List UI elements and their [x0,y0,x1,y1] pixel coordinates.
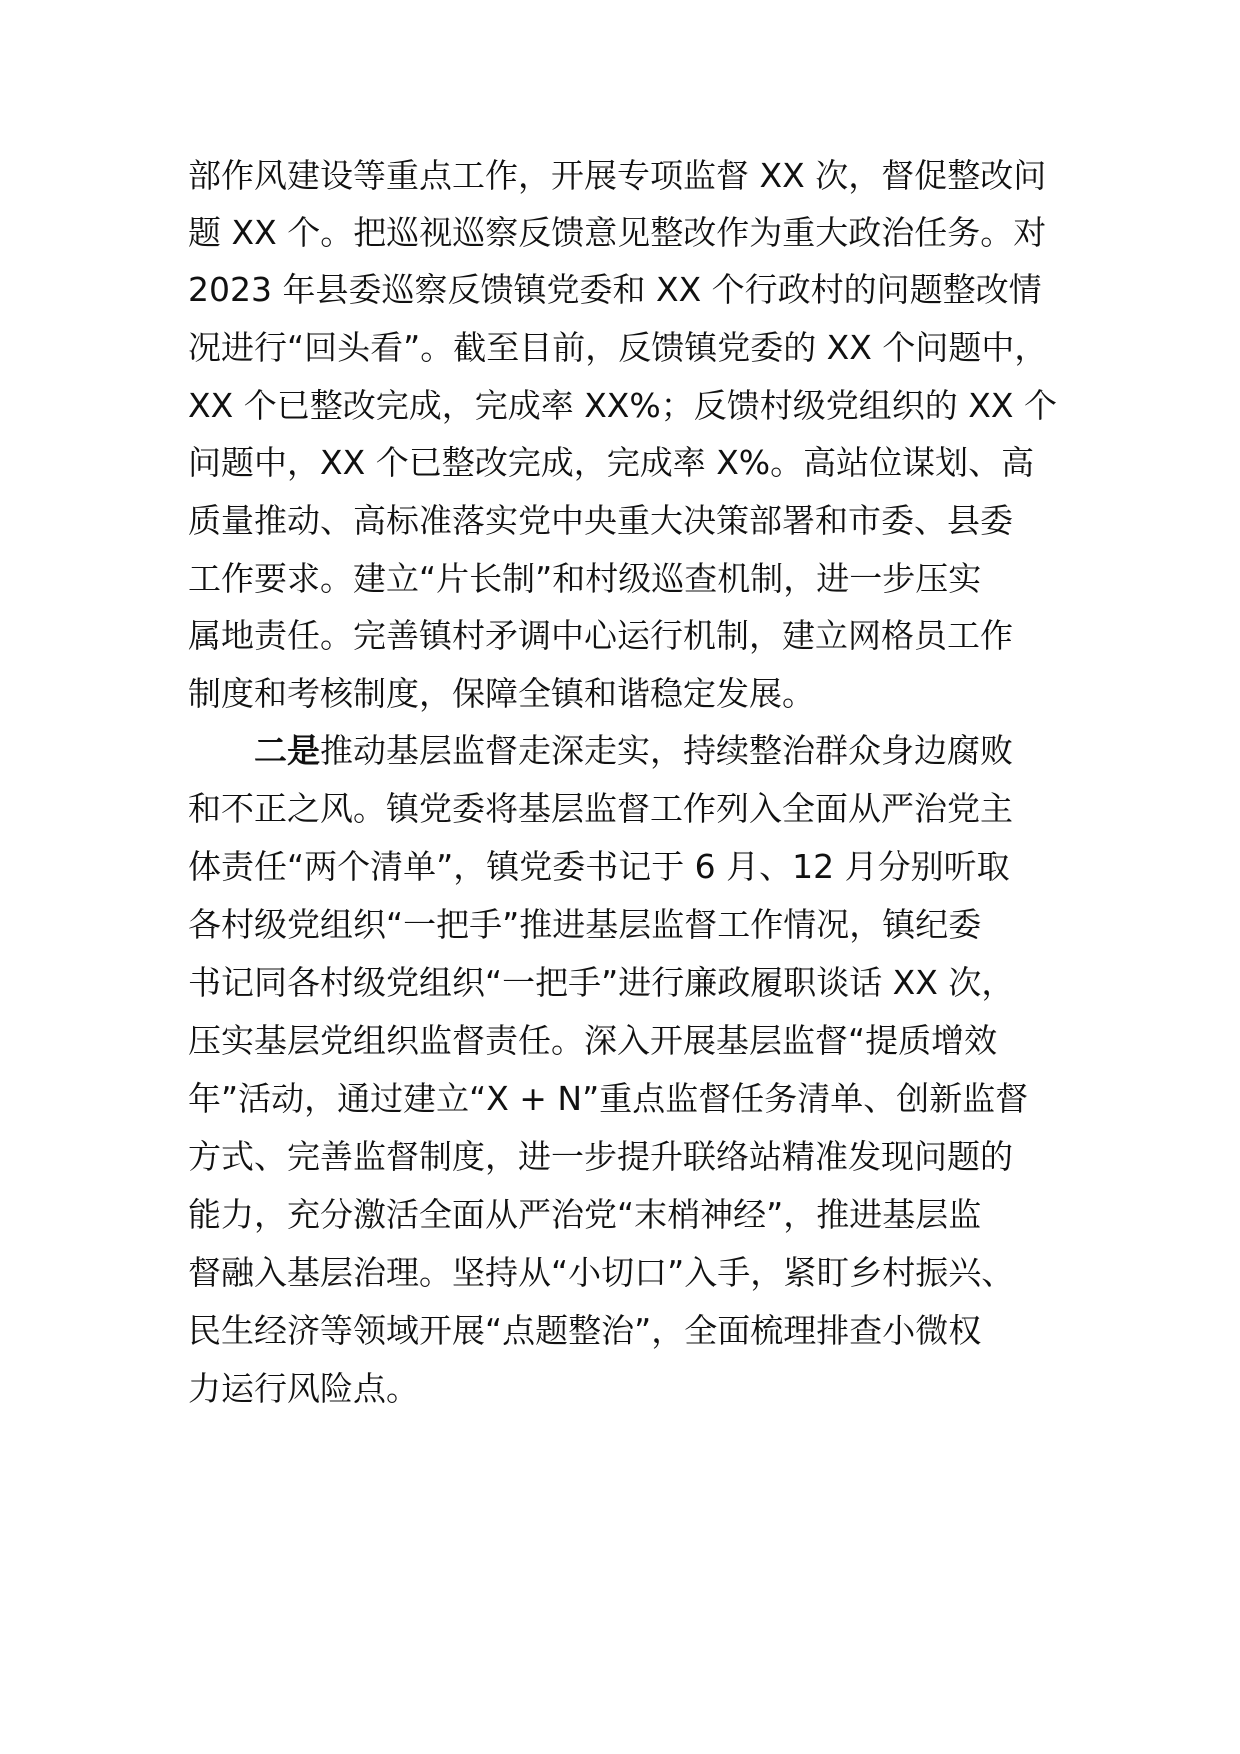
paragraph-2-line-7: 年”活动，通过建立“X + N”重点监督任务清单、创新监督 [188,1079,1029,1118]
paragraph-2-line-6: 压实基层党组织监督责任。深入开展基层监督“提质增效 [188,1021,998,1060]
paragraph-2-line-9: 能力，充分激活全面从严治党“末梢神经”，推进基层监 [188,1195,982,1234]
paragraph-1-line-5: XX 个已整改完成，完成率 XX%；反馈村级党组织的 XX 个 [188,386,1057,425]
paragraph-2-line-4: 各村级党组织“一把手”推进基层监督工作情况，镇纪委 [188,905,982,944]
paragraph-2-lead: 二是 [254,731,320,770]
paragraph-2-first-line-text: 推动基层监督走深走实，持续整治群众身边腐败 [320,731,1013,770]
paragraph-2-line-12: 力运行风险点。 [188,1369,419,1408]
paragraph-2-line-2: 和不正之风。镇党委将基层监督工作列入全面从严治党主 [188,789,1013,828]
paragraph-2-line-1 [254,731,1013,771]
paragraph-2-line-11: 民生经济等领域开展“点题整治”，全面梳理排查小微权 [188,1311,982,1350]
paragraph-2-line-5: 书记同各村级党组织“一把手”进行廉政履职谈话 XX 次， [188,963,1015,1002]
paragraph-1-line-6: 问题中，XX 个已整改完成，完成率 X%。高站位谋划、高 [188,443,1035,482]
paragraph-1-line-1: 部作风建设等重点工作，开展专项监督 XX 次，督促整改问 [188,156,1047,195]
paragraph-2-line-3: 体责任“两个清单”，镇党委书记于 6 月、12 月分别听取 [188,847,1010,886]
paragraph-1-line-10: 制度和考核制度，保障全镇和谐稳定发展。 [188,674,815,713]
paragraph-1-line-3: 2023 年县委巡察反馈镇党委和 XX 个行政村的问题整改情 [188,270,1042,309]
paragraph-2-line-8: 方式、完善监督制度，进一步提升联络站精准发现问题的 [188,1137,1013,1176]
paragraph-1-line-7: 质量推动、高标准落实党中央重大决策部署和市委、县委 [188,501,1013,540]
paragraph-1-line-2: 题 XX 个。把巡视巡察反馈意见整改作为重大政治任务。对 [188,213,1047,252]
paragraph-1-line-9: 属地责任。完善镇村矛调中心运行机制，建立网格员工作 [188,616,1013,655]
paragraph-2-line-10: 督融入基层治理。坚持从“小切口”入手，紧盯乡村振兴、 [188,1253,1015,1292]
paragraph-1-line-4: 况进行“回头看”。截至目前，反馈镇党委的 XX 个问题中， [188,328,1048,367]
paragraph-1-line-8: 工作要求。建立“片长制”和村级巡查机制，进一步压实 [188,559,982,598]
